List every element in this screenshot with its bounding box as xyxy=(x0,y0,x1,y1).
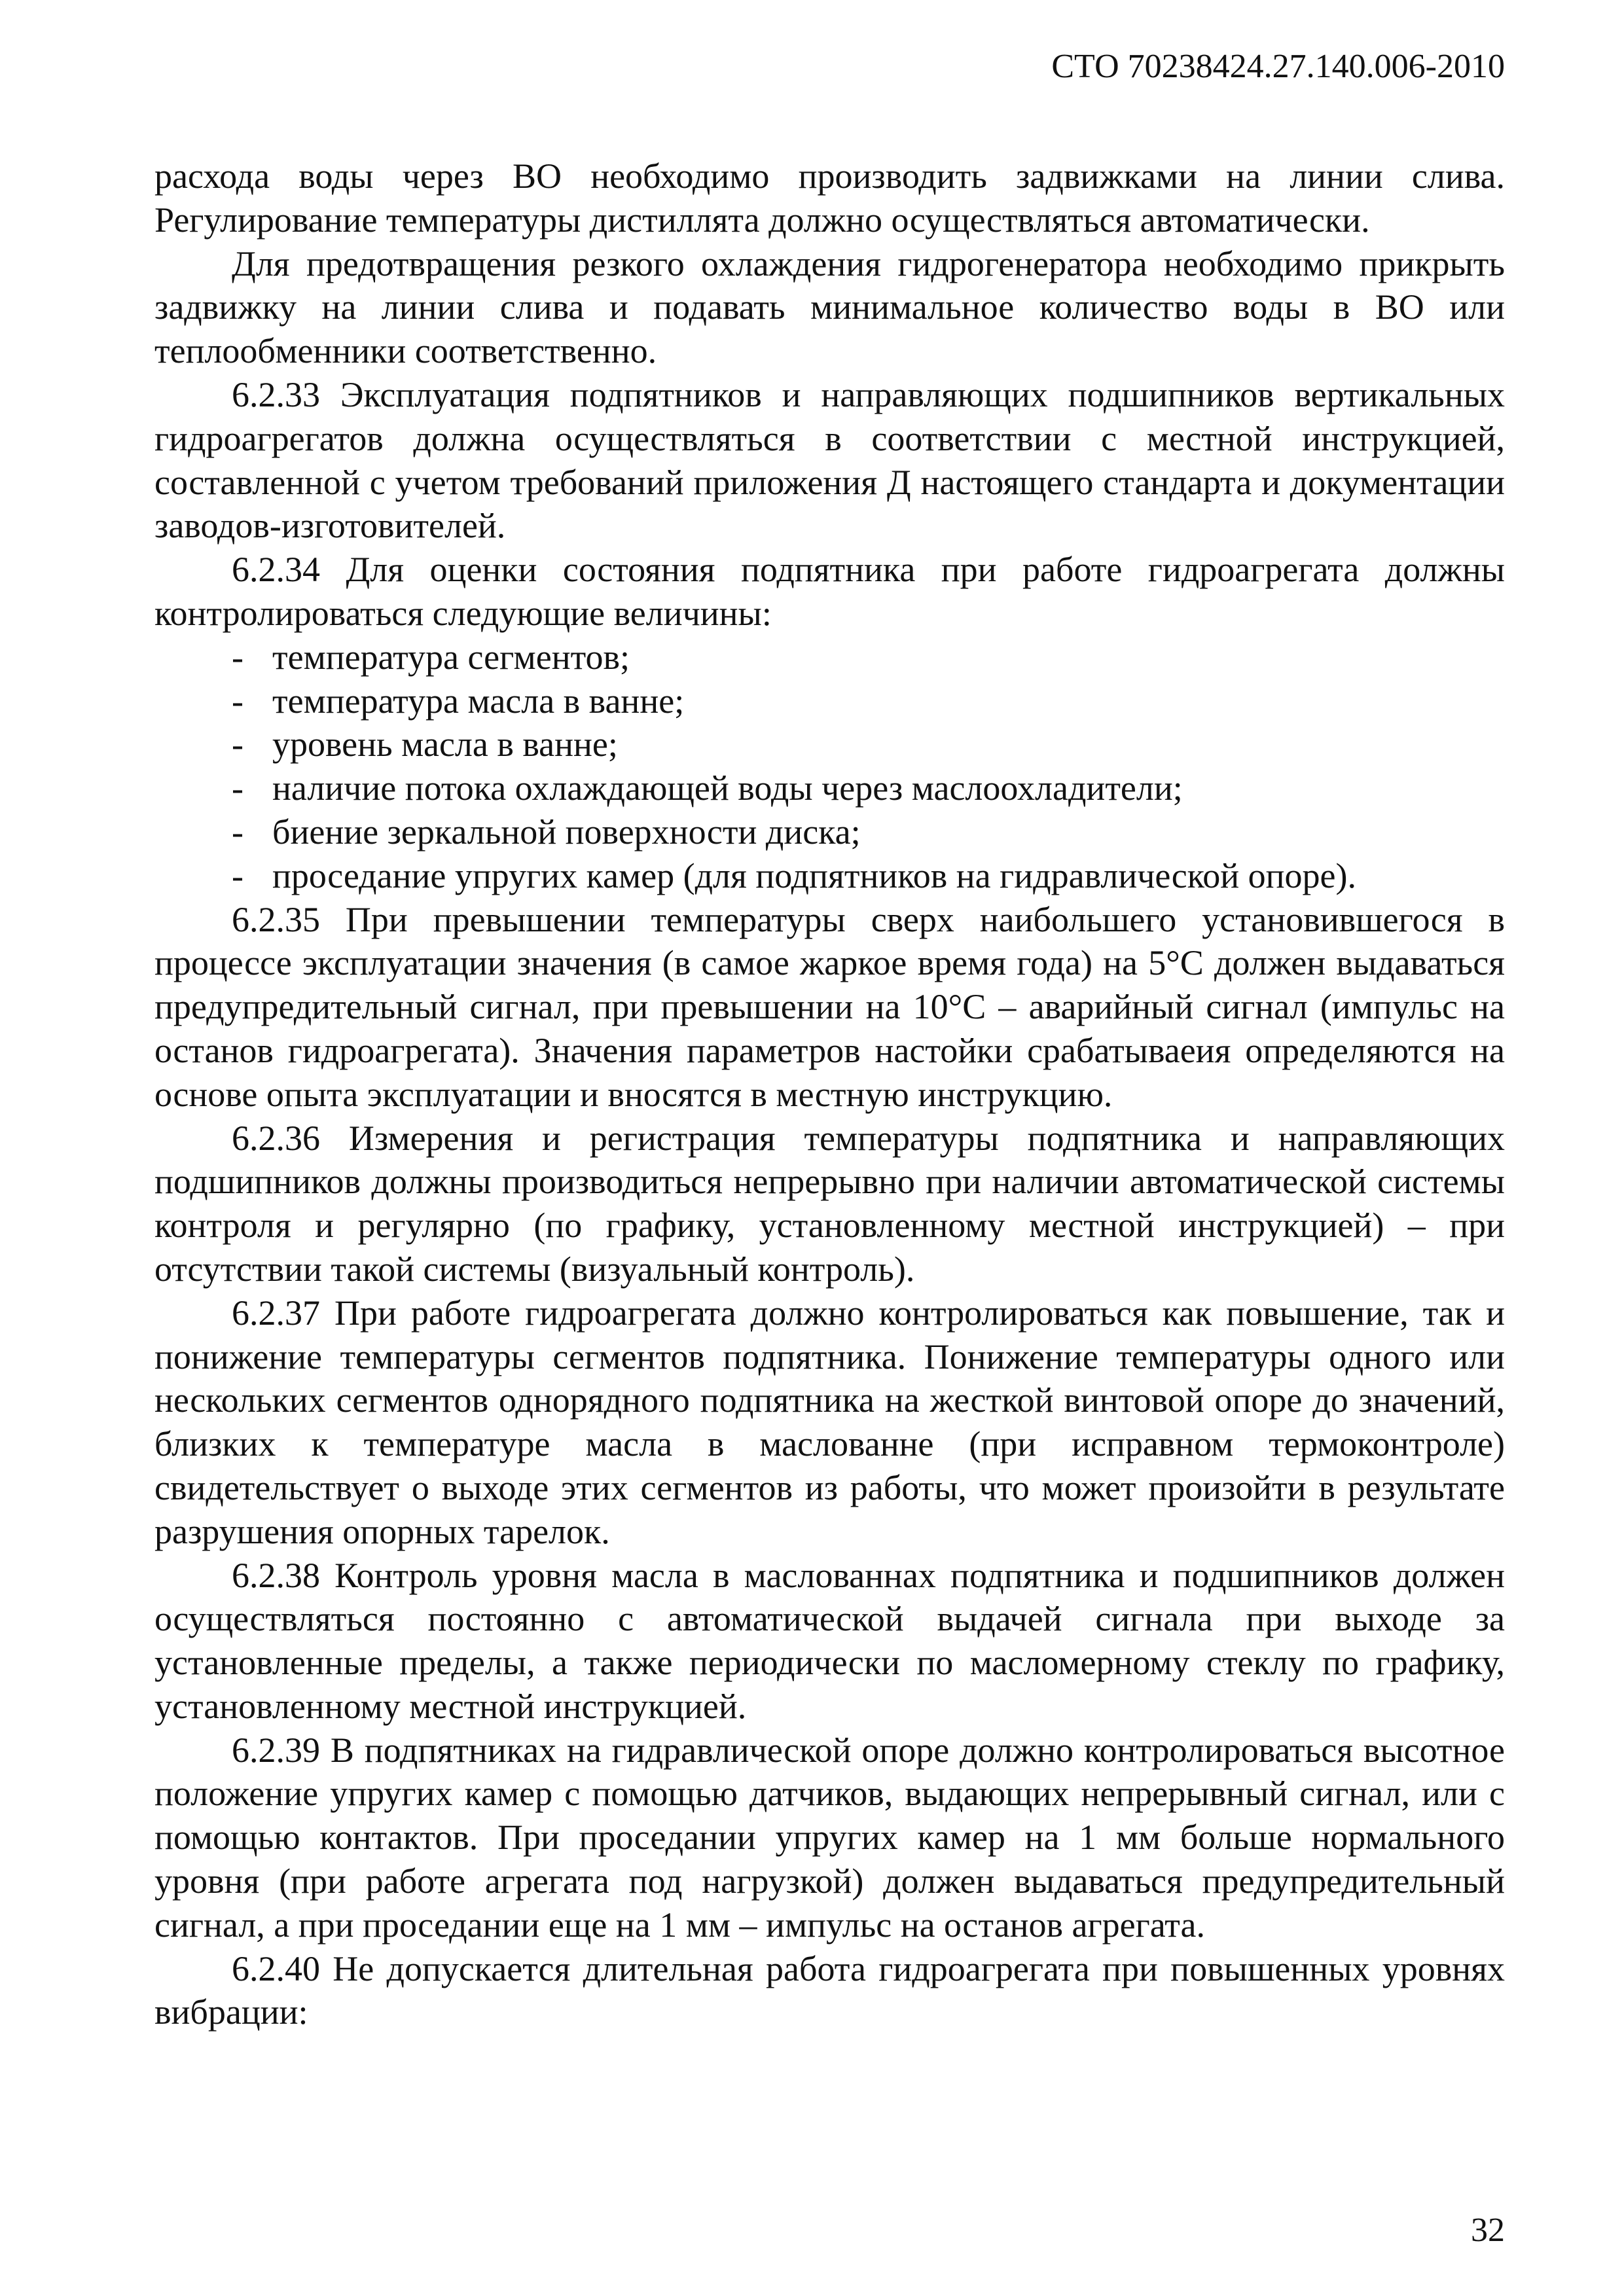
list-marker: - xyxy=(232,681,244,721)
list-marker: - xyxy=(232,812,244,852)
list-item xyxy=(154,679,1505,723)
list-item xyxy=(154,766,1505,810)
paragraph-6-2-37: 6.2.37 При работе гидроагрегата должно контролироваться как повышение, так и понижение температуры сегментов подпятника. Понижение температуры одного или нескольких сегментов однорядного подпятника на жесткой винтовой опоре до значений, близких к температуре масла в маслованне (при исправном термоконтроле) свидетельствует о выходе этих сегментов из работы, что может произойти в результате разрушения опорных тарелок. xyxy=(154,1293,1505,1551)
paragraph-6-2-35: 6.2.35 При превышении температуры сверх наибольшего установившегося в процессе эксплуатации значения (в самое жаркое время года) на 5°С должен выдаваться предупредительный сигнал, при превышении на 10°С – аварийный сигнал (импульс на останов гидроагрегата). Значения параметров настойки срабатываеия определяются на основе опыта эксплуатации и вносятся в местную инструкцию. xyxy=(154,899,1505,1114)
list-item-text: уровень масла в ванне; xyxy=(272,725,618,764)
list-item xyxy=(154,636,1505,679)
list-item-text: проседание упругих камер (для подпятников на гидравлической опоре). xyxy=(272,855,1356,895)
paragraph-6-2-38: 6.2.38 Контроль уровня масла в маслованнах подпятника и подшипников должен осуществляться постоянно с автоматической выдачей сигнала при выходе за установленные пределы, а также периодически по масломерному стеклу по графику, установленному местной инструкцией. xyxy=(154,1555,1505,1726)
list-item-text: биение зеркальной поверхности диска; xyxy=(272,812,861,852)
list-marker: - xyxy=(232,768,244,808)
list-marker: - xyxy=(232,637,244,677)
list-item xyxy=(154,810,1505,854)
paragraph-6-2-33: 6.2.33 Эксплуатация подпятников и направляющих подшипников вертикальных гидроагрегатов должна осуществляться в соответствии с местной инструкцией, составленной с учетом требований приложения Д настоящего стандарта и документации заводов-изготовителей. xyxy=(154,374,1505,546)
paragraph-6-2-40: 6.2.40 Не допускается длительная работа гидроагрегата при повышенных уровнях вибрации: xyxy=(154,1948,1505,2032)
paragraph-cooling: Для предотвращения резкого охлаждения гидрогенератора необходимо прикрыть задвижку на линии слива и подавать минимальное количество воды в ВО или теплообменники соответственно. xyxy=(154,243,1505,371)
paragraph-6-2-34: 6.2.34 Для оценки состояния подпятника при работе гидроагрегата должны контролироваться следующие величины: xyxy=(154,550,1505,633)
list-marker: - xyxy=(232,725,244,764)
paragraph-6-2-39: 6.2.39 В подпятниках на гидравлической опоре должно контролироваться высотное положение упругих камер с помощью датчиков, выдающих непрерывный сигнал, или с помощью контактов. При проседании упругих камер на 1 мм больше нормального уровня (при работе агрегата под нагрузкой) должен выдаваться предупредительный сигнал, а при проседании еще на 1 мм – импульс на останов агрегата. xyxy=(154,1730,1505,1945)
list-item-text: наличие потока охлаждающей воды через маслоохладители; xyxy=(272,768,1183,808)
list-item xyxy=(154,723,1505,766)
list-item xyxy=(154,854,1505,898)
paragraph-6-2-36: 6.2.36 Измерения и регистрация температуры подпятника и направляющих подшипников должны производиться непрерывно при наличии автоматической системы контроля и регулярно (по графику, установленному местной инструкцией) – при отсутствии такой системы (визуальный контроль). xyxy=(154,1118,1505,1289)
list-item-text: температура масла в ванне; xyxy=(272,681,685,721)
body-text xyxy=(154,154,1505,2034)
monitored-values-list xyxy=(154,636,1505,898)
document-code-header: СТО 70238424.27.140.006-2010 xyxy=(1051,48,1505,85)
list-item-text: температура сегментов; xyxy=(272,637,630,677)
page-number: 32 xyxy=(1471,2212,1505,2249)
list-marker: - xyxy=(232,855,244,895)
paragraph-continuation: расхода воды через ВО необходимо производить задвижками на линии слива. Регулирование температуры дистиллята должно осуществляться автоматически. xyxy=(154,156,1505,240)
